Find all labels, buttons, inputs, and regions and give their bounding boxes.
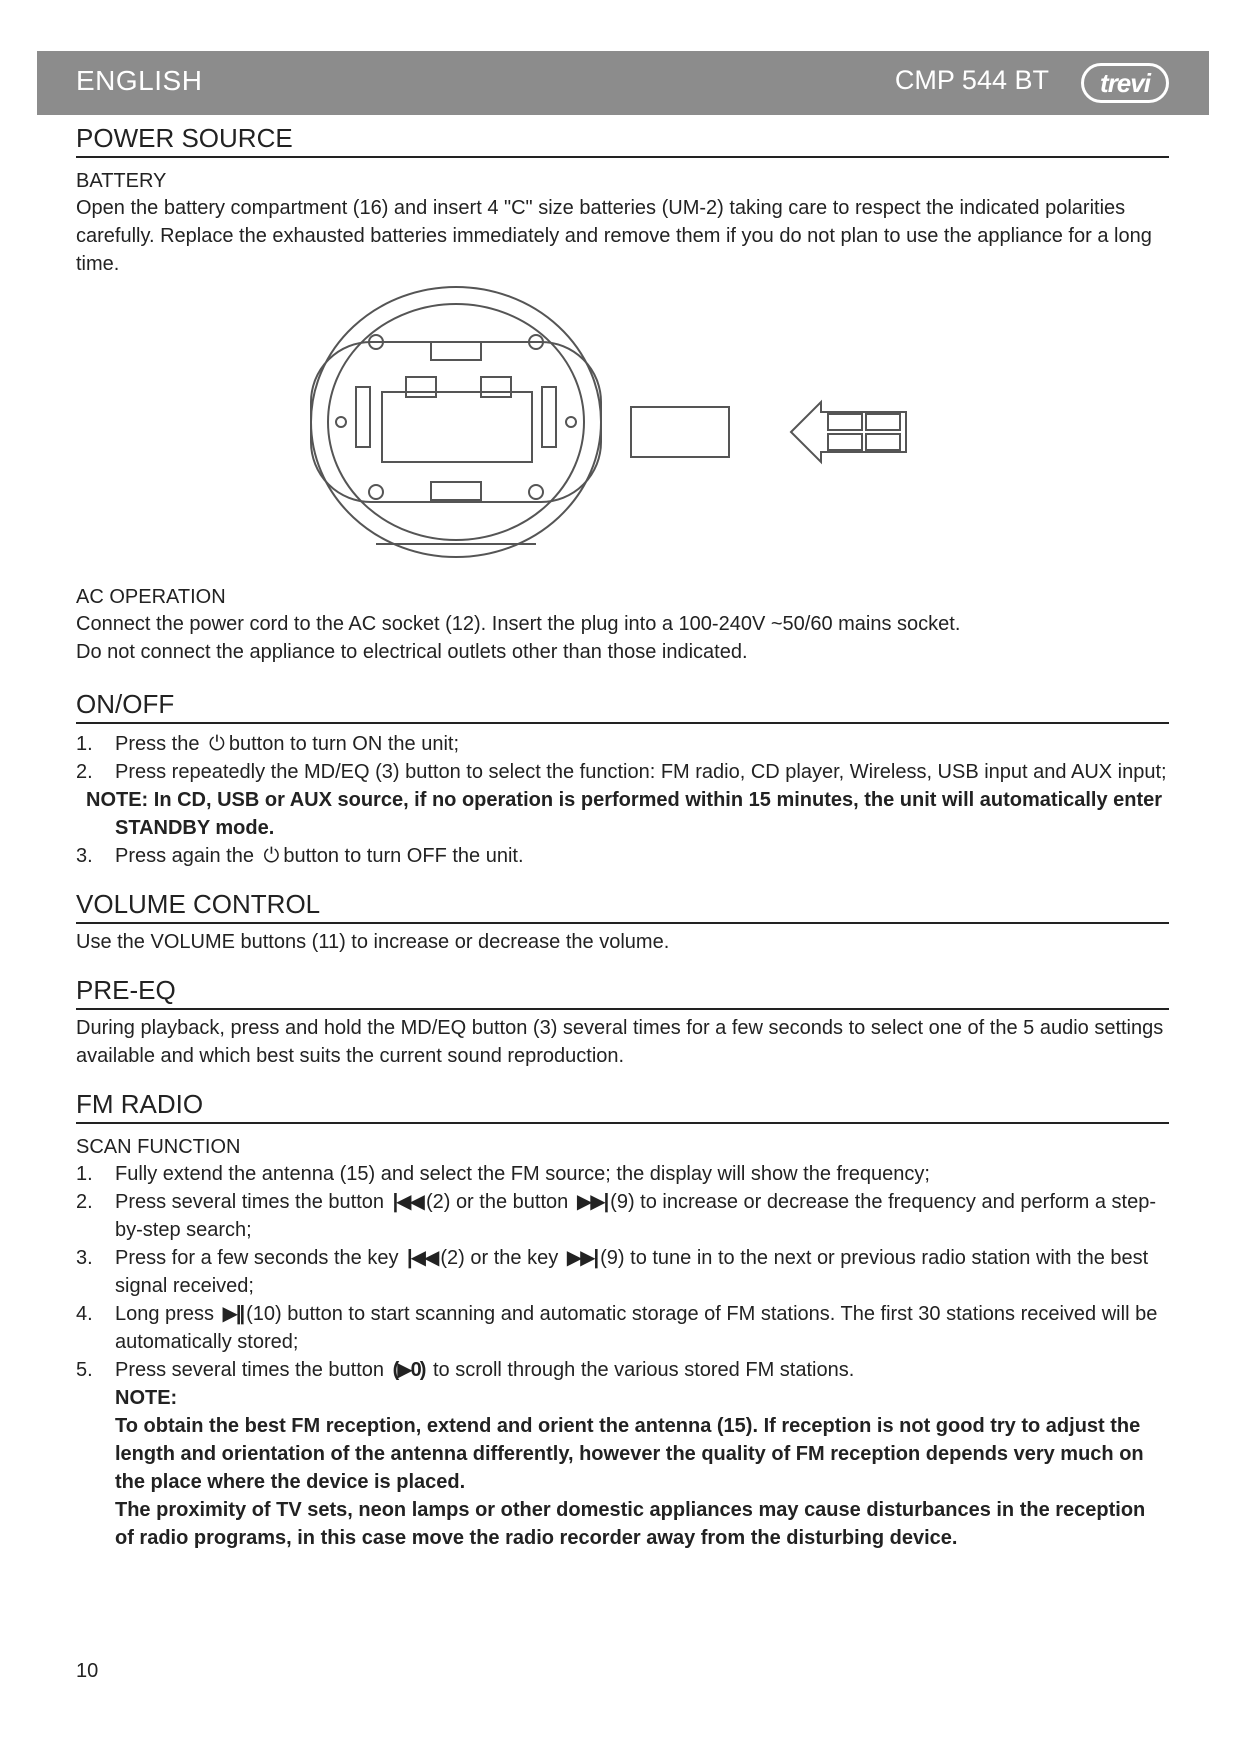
list-item: 3. Press for a few seconds the key |◀◀ (2) or the key ▶▶| (9) to tune in to the next or previous radio station with the best signal received; [76, 1247, 1149, 1297]
list-item: 1. Fully extend the antenna (15) and select the FM source; the display will show the frequency; [76, 1163, 930, 1185]
list-item: 2. Press several times the button |◀◀ (2) or the button ▶▶| (9) to increase or decrease the frequency and perform a step-by-step search; [76, 1191, 1157, 1241]
pre-eq-text: During playback, press and hold the MD/EQ button (3) several times for a few seconds to select one of the 5 audio settings available and which best suits the current sound reproduction. [76, 1017, 1164, 1067]
fm-notes [76, 1384, 1169, 1552]
mode-icon: (▶0) [392, 1359, 425, 1381]
list-item: 4. Long press ▶|| (10) button to start scanning and automatic storage of FM stations. The first 30 stations received will be automatically stored; [76, 1303, 1158, 1353]
ac-operation-subtitle: AC OPERATION [76, 586, 226, 608]
page-content [76, 120, 1169, 1552]
list-item: 1. Press the ⏻ button to turn ON the unit; [76, 730, 1169, 758]
ac-operation-text-1: Connect the power cord to the AC socket (12). Insert the plug into a 100-240V ~50/60 mains socket. [76, 613, 961, 635]
volume-text: Use the VOLUME buttons (11) to increase or decrease the volume. [76, 931, 670, 953]
page-number: 10 [76, 1660, 99, 1682]
section-title-pre-eq: PRE-EQ [76, 972, 1169, 1010]
ac-operation-text-2: Do not connect the appliance to electrical outlets other than those indicated. [76, 641, 748, 663]
previous-icon: |◀◀ [407, 1247, 438, 1269]
model-name: CMP 544 BT [894, 65, 1049, 95]
battery-text: Open the battery compartment (16) and insert 4 "C" size batteries (UM-2) taking care to respect the indicated polarities carefully. Replace the exhausted batteries immediately and remove them if you do not plan to use the appliance for a long time. [76, 197, 1152, 275]
battery-installation-figure [76, 282, 1169, 582]
note-text-2: The proximity of TV sets, neon lamps or other domestic appliances may cause disturbances in the reception of radio programs, in this case move the radio recorder away from the disturbing device. [115, 1499, 1146, 1549]
trevi-logo: trevi [1081, 63, 1169, 103]
standby-note: NOTE: In CD, USB or AUX source, if no operation is performed within 15 minutes, the unit will automatically enter STANDBY mode. [86, 789, 1163, 839]
power-icon: ⏻ [209, 733, 225, 755]
list-item: 5. Press several times the button (▶0) to scroll through the various stored FM stations. [76, 1359, 855, 1381]
previous-icon: |◀◀ [392, 1191, 423, 1213]
battery-diagram-svg [76, 282, 1169, 582]
next-icon: ▶▶| [566, 1247, 598, 1269]
power-icon: ⏻ [263, 845, 280, 867]
on-off-steps [76, 730, 1169, 786]
note-label: NOTE: [115, 1387, 178, 1409]
scan-function-subtitle: SCAN FUNCTION [76, 1136, 241, 1158]
on-off-steps-continued [76, 842, 1169, 870]
section-title-volume: VOLUME CONTROL [76, 886, 1169, 924]
language-label: ENGLISH [76, 65, 203, 96]
header-bar [37, 51, 1209, 115]
section-title-on-off: ON/OFF [76, 686, 1169, 724]
next-icon: ▶▶| [576, 1191, 608, 1213]
note-text-1: To obtain the best FM reception, extend and orient the antenna (15). If reception is not good try to adjust the length and orientation of the antenna differently, however the quality of FM reception depends very much on the place where the device is placed. [115, 1415, 1144, 1493]
section-title-power-source: POWER SOURCE [76, 120, 1169, 158]
play-pause-icon: ▶|| [222, 1303, 244, 1325]
fm-steps [76, 1160, 1169, 1384]
list-item: 2. Press repeatedly the MD/EQ (3) button to select the function: FM radio, CD player, Wireless, USB input and AUX input; [76, 761, 1167, 783]
section-title-fm-radio: FM RADIO [76, 1086, 1169, 1124]
battery-subtitle: BATTERY [76, 170, 167, 192]
list-item: 3. Press again the ⏻ button to turn OFF the unit. [76, 842, 1169, 870]
